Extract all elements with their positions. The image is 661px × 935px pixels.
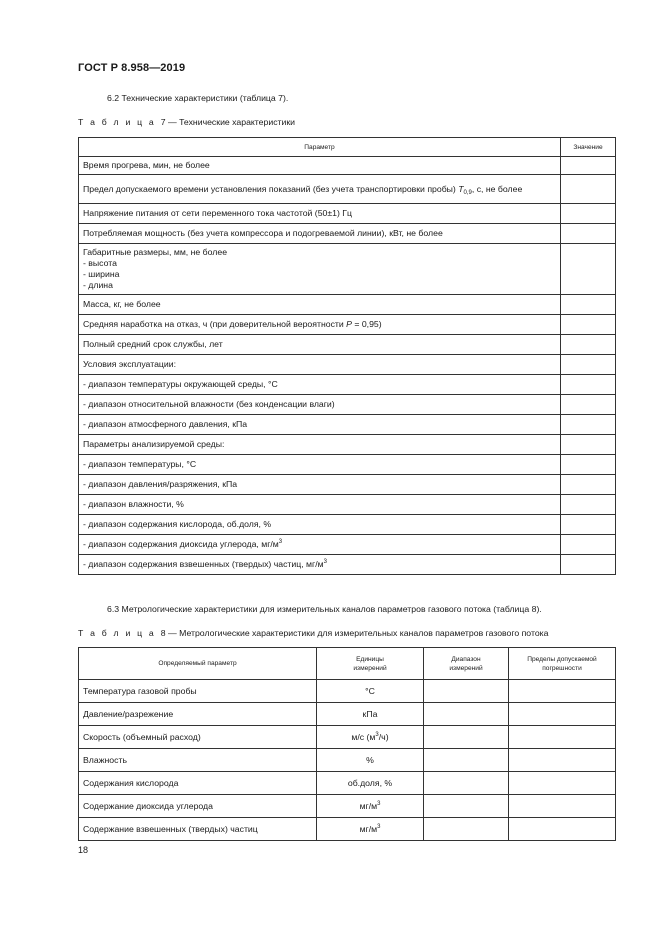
table-7-param-cell	[79, 395, 561, 415]
table-row	[79, 224, 616, 244]
table-7-param-cell	[79, 415, 561, 435]
table-8-param-cell	[79, 795, 317, 818]
table-7-value-cell	[561, 224, 616, 244]
table-8-col-unit-text: Единицы измерений	[353, 655, 387, 672]
table-7-param-cell	[79, 335, 561, 355]
param-text: Условия эксплуатации:	[83, 359, 177, 369]
table-7-value-cell	[561, 475, 616, 495]
table-row	[79, 795, 616, 818]
table-8-error-cell	[509, 772, 616, 795]
param-text-end: , с, не более	[471, 183, 523, 194]
table-8-range-cell	[424, 680, 509, 703]
table-7-param-cell	[79, 295, 561, 315]
unit-text: °С	[365, 686, 375, 696]
table-row	[79, 244, 616, 295]
unit-text: м/с (м	[351, 732, 376, 742]
table-7-value-cell	[561, 244, 616, 295]
param-text: Потребляемая мощность (без учета компрессора и подогреваемой линии), кВт, не более	[83, 228, 443, 238]
table-7-value-cell	[561, 435, 616, 455]
table-7-param-cell	[79, 515, 561, 535]
param-text: - диапазон влажности, %	[83, 499, 184, 509]
table-8-col-range	[424, 648, 509, 680]
unit-text: об.доля, %	[347, 778, 393, 788]
table-7-value-cell	[561, 375, 616, 395]
table-7-value-cell	[561, 355, 616, 375]
table-8-unit-cell	[317, 726, 424, 749]
param-symbol: P	[346, 319, 352, 329]
table-row	[79, 680, 616, 703]
table-7-col-value: Значение	[561, 138, 616, 157]
param-text: Скорость (объемный расход)	[83, 732, 201, 742]
table-8-col-error-text: Пределы допускаемой погрешности	[527, 655, 597, 672]
param-text: Время прогрева, мин, не более	[83, 160, 210, 170]
param-text: - диапазон давления/разряжения, кПа	[83, 479, 238, 489]
table-row	[79, 355, 616, 375]
table-row	[79, 175, 616, 204]
param-text: Средняя наработка на отказ, ч (при доверительной вероятности	[83, 319, 347, 329]
param-text: Параметры анализируемой среды:	[83, 439, 225, 449]
table-8-unit-cell	[317, 818, 424, 841]
table-8-param-cell	[79, 749, 317, 772]
table-8-error-cell	[509, 749, 616, 772]
param-superscript: 3	[278, 539, 283, 545]
table-8-col-range-text: Диапазон измерений	[449, 655, 483, 672]
unit-text: %	[366, 755, 374, 765]
table-7-param-cell	[79, 175, 561, 204]
table-row	[79, 335, 616, 355]
table-row	[79, 495, 616, 515]
table-8-header-row	[79, 648, 616, 680]
param-line: Габаритные размеры, мм, не более	[83, 247, 228, 257]
table-row	[79, 435, 616, 455]
unit-superscript: 3	[377, 801, 381, 807]
table-8-range-cell	[424, 703, 509, 726]
param-subscript: 0,9	[463, 189, 472, 196]
table-8-range-cell	[424, 772, 509, 795]
table-row	[79, 749, 616, 772]
param-text: - диапазон температуры, °С	[83, 459, 197, 469]
table-8-body	[79, 680, 616, 841]
table-8-unit-cell	[317, 703, 424, 726]
table-8-range-cell	[424, 795, 509, 818]
table-7-param-cell	[79, 435, 561, 455]
table-7	[78, 137, 616, 575]
table-8	[78, 647, 616, 841]
table-row	[79, 703, 616, 726]
table-7-value-cell	[561, 455, 616, 475]
param-symbol: T	[458, 183, 464, 194]
table-7-value-cell	[561, 515, 616, 535]
param-text-end: = 0,95)	[351, 319, 382, 329]
param-text: - диапазон содержания диоксида углерода, мг/м	[83, 539, 279, 549]
table-7-value-cell	[561, 295, 616, 315]
param-text: Влажность	[83, 755, 127, 765]
table-row	[79, 295, 616, 315]
table-7-value-cell	[561, 555, 616, 575]
table-7-value-cell	[561, 415, 616, 435]
param-text: Температура газовой пробы	[83, 686, 197, 696]
unit-superscript: 3	[375, 732, 379, 738]
table-8-unit-cell	[317, 795, 424, 818]
unit-superscript: 3	[377, 824, 381, 830]
param-line: - длина	[83, 280, 113, 290]
unit-text-end: /ч)	[378, 732, 389, 742]
table-7-param-cell	[79, 224, 561, 244]
param-text: Предел допускаемого времени установления показаний (без учета транспортировки пробы)	[83, 183, 459, 194]
page-number: 18	[78, 845, 89, 855]
param-line: - ширина	[83, 269, 120, 279]
table-7-param-cell	[79, 204, 561, 224]
table-8-range-cell	[424, 726, 509, 749]
table-7-param-cell	[79, 315, 561, 335]
table-7-param-cell	[79, 455, 561, 475]
table-7-value-cell	[561, 335, 616, 355]
table-8-param-cell	[79, 772, 317, 795]
table-row	[79, 395, 616, 415]
param-text: Масса, кг, не более	[83, 299, 161, 309]
section-6-2-text: 6.2 Технические характеристики (таблица 7).	[107, 93, 289, 103]
table-8-param-cell	[79, 703, 317, 726]
param-text: Полный средний срок службы, лет	[83, 339, 223, 349]
table-row	[79, 818, 616, 841]
table-8-unit-cell	[317, 772, 424, 795]
param-text: Содержание взвешенных (твердых) частиц	[83, 824, 258, 834]
table-7-title: 7 — Технические характеристики	[160, 117, 296, 127]
table-7-param-cell	[79, 555, 561, 575]
table-row	[79, 415, 616, 435]
param-superscript: 3	[323, 559, 327, 565]
table-row	[79, 204, 616, 224]
table-8-error-cell	[509, 818, 616, 841]
param-text: - диапазон содержания кислорода, об.доля, %	[83, 519, 272, 529]
param-text: Напряжение питания от сети переменного тока частотой (50±1) Гц	[83, 208, 352, 218]
table-7-value-cell	[561, 535, 616, 555]
param-line: - высота	[83, 258, 117, 268]
table-8-error-cell	[509, 703, 616, 726]
table-7-param-cell	[79, 375, 561, 395]
table-7-value-cell	[561, 175, 616, 204]
table-8-col-error	[509, 648, 616, 680]
table-row	[79, 535, 616, 555]
table-8-error-cell	[509, 726, 616, 749]
document-header: ГОСТ Р 8.958—2019	[78, 62, 186, 74]
table-7-label: Т а б л и ц а	[78, 117, 156, 127]
table-7-caption	[78, 117, 295, 127]
param-text: - диапазон относительной влажности (без конденсации влаги)	[83, 399, 335, 409]
table-7-param-cell	[79, 157, 561, 175]
table-8-param-cell	[79, 818, 317, 841]
table-row	[79, 772, 616, 795]
param-text: Содержание диоксида углерода	[83, 801, 213, 811]
table-8-error-cell	[509, 680, 616, 703]
table-7-value-cell	[561, 315, 616, 335]
table-8-caption	[78, 628, 549, 638]
table-row	[79, 455, 616, 475]
table-8-param-cell	[79, 680, 317, 703]
table-7-value-cell	[561, 157, 616, 175]
table-8-unit-cell	[317, 680, 424, 703]
param-text: - диапазон температуры окружающей среды, °С	[83, 379, 278, 389]
table-7-value-cell	[561, 395, 616, 415]
table-8-col-param: Определяемый параметр	[79, 648, 317, 680]
table-7-col-param: Параметр	[79, 138, 561, 157]
table-row	[79, 375, 616, 395]
table-7-param-cell	[79, 535, 561, 555]
table-row	[79, 475, 616, 495]
table-7-body	[79, 157, 616, 575]
table-8-range-cell	[424, 749, 509, 772]
table-8-param-cell	[79, 726, 317, 749]
table-row	[79, 515, 616, 535]
table-7-param-cell	[79, 475, 561, 495]
unit-text: кПа	[362, 709, 378, 719]
table-7-value-cell	[561, 495, 616, 515]
unit-text: мг/м	[359, 801, 378, 811]
table-row	[79, 555, 616, 575]
table-7-param-cell	[79, 244, 561, 295]
table-7-param-cell	[79, 495, 561, 515]
table-row	[79, 726, 616, 749]
table-7-param-cell	[79, 355, 561, 375]
table-8-title: 8 — Метрологические характеристики для измерительных каналов параметров газового потока	[160, 628, 549, 638]
table-8-unit-cell	[317, 749, 424, 772]
table-8-error-cell	[509, 795, 616, 818]
section-6-3-text: 6.3 Метрологические характеристики для измерительных каналов параметров газового потока (таблица 8).	[107, 604, 542, 614]
param-text: Содержания кислорода	[83, 778, 179, 788]
table-8-range-cell	[424, 818, 509, 841]
table-7-header-row	[79, 138, 616, 157]
param-text: Давление/разрежение	[83, 709, 174, 719]
unit-text: мг/м	[359, 824, 378, 834]
param-text: - диапазон атмосферного давления, кПа	[83, 419, 248, 429]
table-row	[79, 157, 616, 175]
table-8-label: Т а б л и ц а	[78, 628, 156, 638]
param-text: - диапазон содержания взвешенных (твердых) частиц, мг/м	[83, 559, 324, 569]
table-7-value-cell	[561, 204, 616, 224]
table-row	[79, 315, 616, 335]
table-8-col-unit	[317, 648, 424, 680]
